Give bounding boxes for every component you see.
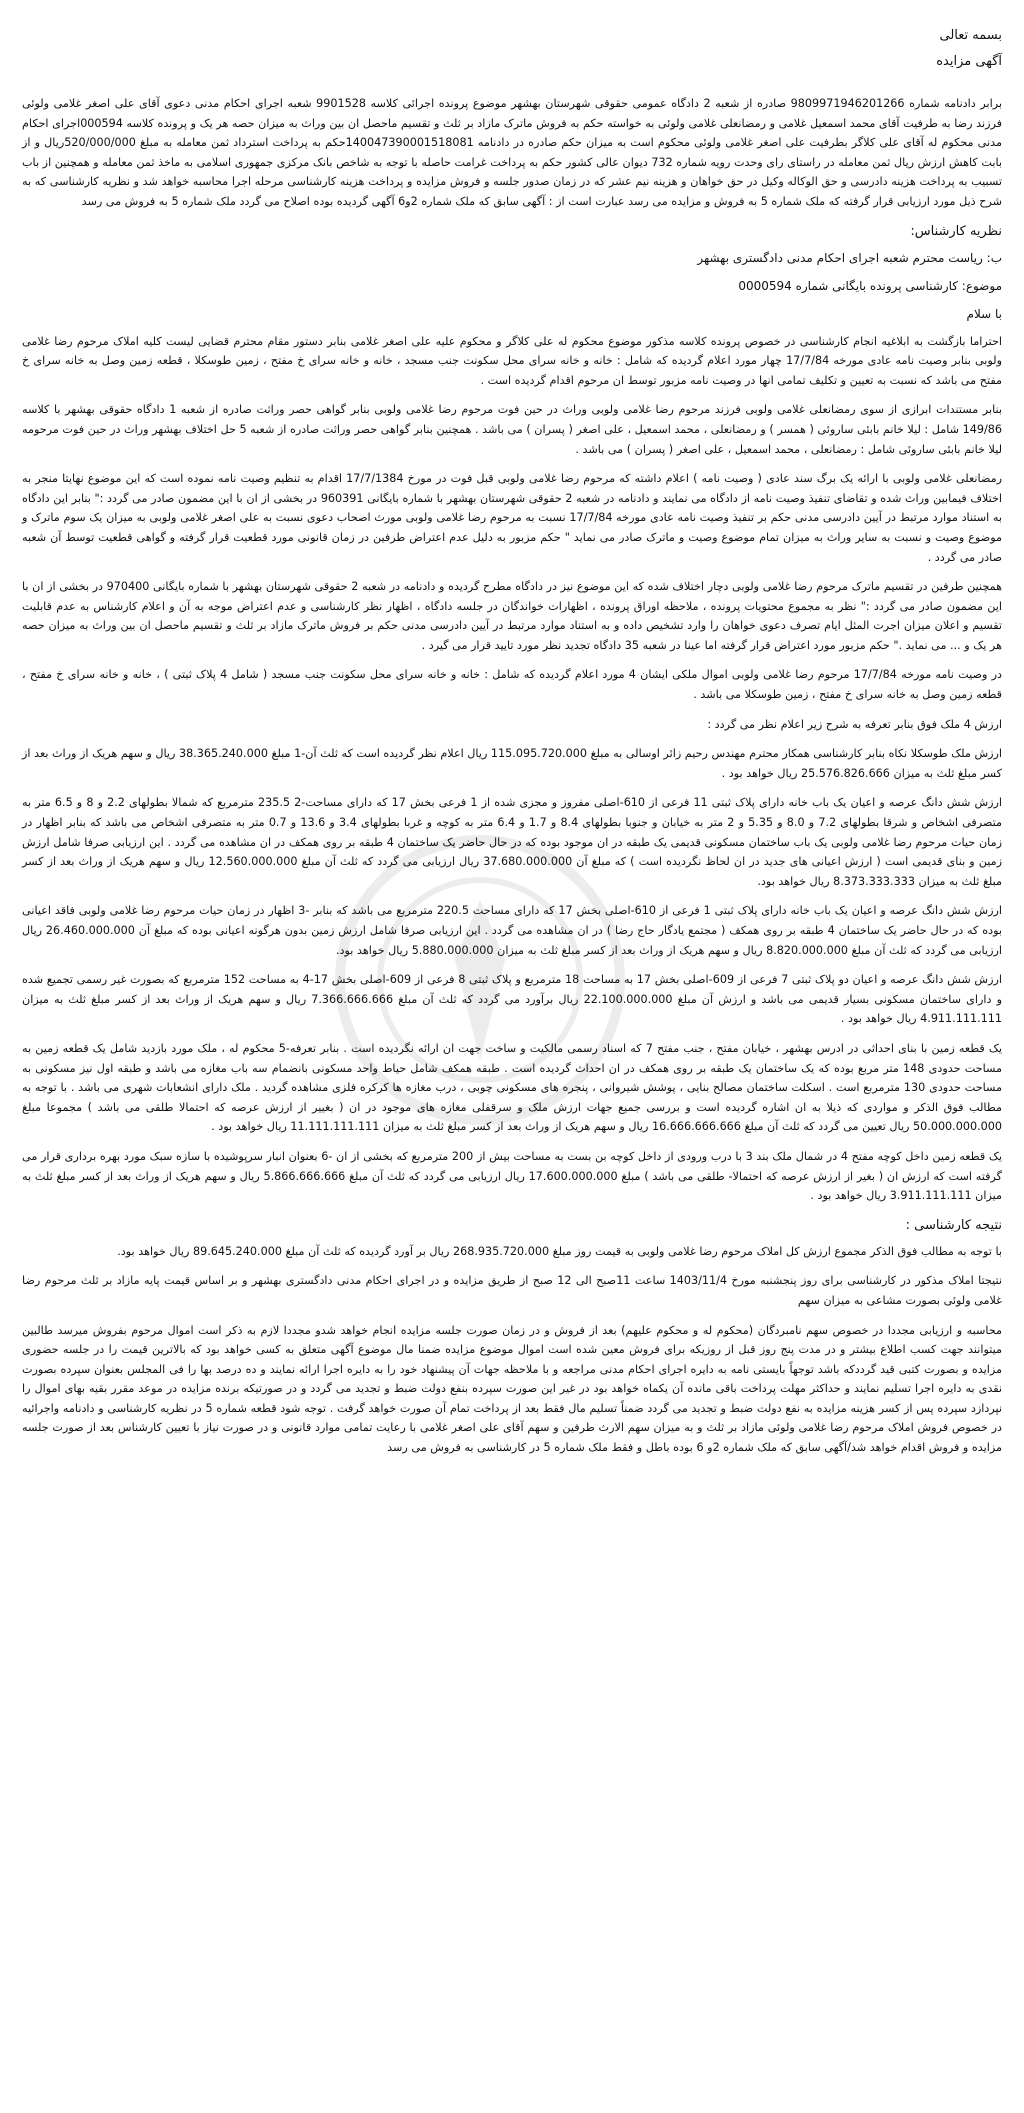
property-valuation-item: یک قطعه زمین داخل کوچه مفتح 4 در شمال ملک بند 3 با درب ورودی از داخل کوچه بن بست به مساحت بیش از 200 مترمربع که بخشی از ان -6 بعنوان انبار سرپوشیده با سازه سبک مورد بهره برداری قرار می گرفته است که ارزش ان ( بغیر از ارزش عرصه که احتمالا- طلقی می باشد ) مبلغ 17.600.000.000 ریال ارزیابی می گردد که ثلث آن مبلغ 5.866.666.666 ریال و سهم هریک از وراث بعد از کسر مبلغ ثلث به میزان 3.911.111.111 ریال خواهد بود . [22, 1149, 1002, 1203]
conclusion-body [22, 1242, 1002, 1458]
conclusion-paragraph: نتیجتا املاک مذکور در کارشناسی برای روز پنجشنبه مورخ 1403/11/4 ساعت 11صبح الی 12 صبح از طریق مزایده و در اجرای احکام مدنی دادگستری بهشهر و بر اساس قیمت پایه مازاد بر ثلث مرحوم رضا غلامی ولوئی بصورت مشاعی به میزان سهم [22, 1274, 1003, 1307]
conclusion-paragraph: محاسبه و ارزیابی مجددا در خصوص سهم نامبردگان (محکوم له و محکوم علیهم) بعد از فروش و در زمان صورت جلسه مزایده انجام خواهد شدو مجددا لازم به ذکر است اموال مرحوم بفروش میرسد طالبین میتوانند جهت کسب اطلاع بیشتر و در مدت پنج روز قبل از روزیکه برای فروش معین شده است اموال موضوع مزایده ضمنا مال موضوع آگهی متعلق به کسی خواهد بود که بالاترین قیمت را در جلسه حضوری مزایده و بصورت کتبی قید گرددکه باشد توجهاً بایستی نامه به دایره اجرای احکام مدنی مراجعه و با ملاحظه جهات آن پیشنهاد خود را به دایره اجرا ارائه نمایند و ده درصد بها را فی المجلس بعنوان سپرده بصورت نقدی به دایره اجرا تسلیم نمایند و حداکثر مهلت پرداخت باقی مانده آن یکماه خواهد بود در غیر این صورت سپرده بنفع دولت ضبط و تجدید می گردد و در صورتیکه برنده مزایده در موعد مقرر بقیه بهای اموال را نپردازد سپرده پس از کسر هزینه مزایده به نفع دولت ضبط و تجدید می گردد ضمناً تسلیم مال فقط بعد از پرداخت تمام آن صورت خواهد گرفت . توجه شود قطعه شماره 5 در نظریه کارشناسی و دادنامه واجرائیه در خصوص فروش املاک مرحوم رضا غلامی ولوئی مازاد بر ثلث و به میزان سهم الارث طرفین و سهم آقای علی اصغر غلامی با رعایت تمامی موارد قانونی و در صورت نیاز با تعیین کارشناس بعد از صورت جلسه مزایده و فروش اقدام خواهد شد/آگهی سابق که ملک شماره 2و 6 بوده باطل و فقط ملک شماره 5 در کارشناسی به فروش می رسد [22, 1323, 1002, 1455]
property-valuation-item: ارزش شش دانگ عرصه و اعیان دو پلاک ثبتی 7 فرعی از 609-اصلی بخش 17 به مساحت 18 مترمربع و پلاک ثبتی 8 فرعی از 609-اصلی بخش 17-4 به مساحت 152 مترمربع که بصورت غیر رسمی تجمیع شده و دارای ساختمان مسکونی بسیار قدیمی می باشد و ارزش آن مبلغ 22.100.000.000 ریال برآورد می گردد که ثلث آن مبلغ 7.366.666.666 ریال و سهم هریک از وراث بعد از کسر مبلغ ثلث به میزان 4.911.111.111 ریال خواهد بود . [22, 973, 1002, 1026]
conclusion-heading: نتیجه کارشناسی : [905, 1217, 1002, 1233]
notice-title: آگهی مزایده [936, 54, 1002, 69]
conclusion-paragraph: با توجه به مطالب فوق الذکر مجموع ارزش کل املاک مرحوم رضا غلامی ولوبی به قیمت روز مبلغ 268.935.720.000 ریال بر آورد گردیده که ثلث آن مبلغ 89.645.240.000 ریال خواهد بود. [117, 1244, 1002, 1258]
report-paragraph: در وصیت نامه مورخه 17/7/84 مرحوم رضا غلامی ولوبی اموال ملکی ایشان 4 مورد اعلام گردیده که شامل : خانه و خانه سرای محل سکونت جنب مسجد ( شامل 4 پلاک ثبتی ) ، خانه و خانه سرای خ مفتح ، قطعه زمین وصل به خانه سرای خ مفتح ، زمین طوسکلا می باشد . [22, 668, 1002, 702]
report-paragraph: رمضانعلی غلامی ولوبی با ارائه یک برگ سند عادی ( وصیت نامه ) اعلام داشته که مرحوم رضا غلامی ولوبی قبل فوت در مورخ 17/7/1384 اقدام به تنظیم وصیت نامه نموده است که این موضوع نهایتا منجر به اختلاف فیمابین وراث شده و تقاضای تنفیذ وصیت نامه از دادگاه می نمایند و دادنامه در شعبه 2 حقوقی شهرستان بهشهر با شماره بایگانی 960391 در بخشی از ان با این مضمون صادر می گردد :" بنابر این دادگاه به استناد موارد مرتبط در آیین دادرسی مدنی حکم بر تنفیذ وصیت نامه عادی مورخه 17/7/84 نسبت به مرحوم رضا غلامی ولوبی مورث اصحاب دعوی نسبت به علی اصغر غلامی ولوبی به میزان یک سوم ماترک و موضوع وصیت و نسبت به سایر وراث به میزان تمام موضوع وصیت و ماترک صادر می نماید " حکم مزبور به دلیل عدم اعتراض طرفین در زمان قانونی مورد قطعیت قرار گرفته و گواهی قطعیت توسط آن شعبه صادر می گردد . [22, 472, 1002, 564]
expert-opinion-heading: نظریه کارشناس: [910, 223, 1002, 239]
letter-greeting: با سلام [966, 306, 1002, 321]
notice-header [22, 26, 1002, 72]
report-paragraph: احتراما بازگشت به ابلاغیه انجام کارشناسی در خصوص پرونده کلاسه مذکور موضوع محکوم له علی کلاگر و محکوم علیه علی اصغر غلامی بنابر دستور مقام محترم قضایی لیست کلیه املاک مرحوم رضا غلامی ولوبی بنابر وصیت نامه عادی مورخه 17/7/84 چهار مورد اعلام گردیده که شامل : خانه و خانه سرای محل سکونت جنب مسجد ، خانه و خانه سرای خ مفتح ، زمین طوسکلا ، قطعه زمین وصل به خانه سرای خ مفتح می باشد که نسبت به تعیین و تکلیف تمامی انها در وصیت نامه مزبور توسط ان مرحوم اقدام گردیده است . [22, 334, 1002, 387]
report-paragraph: بنابر مستندات ابرازی از سوی رمضانعلی غلامی ولوبی فرزند مرحوم رضا غلامی ولوبی وراث در حین فوت مرحوم رضا غلامی ولوبی بنابر گواهی حصر وراثت صادره از شعبه 1 دادگاه حقوقی بهشهر با کلاسه 149/86 شامل : لیلا خانم بابئی ساروئی ( همسر ) و رمضانعلی ، محمد اسمعیل ، علی اصغر ( پسران ) می باشد . همچنین بنابر گواهی حصر وراثت صادره از شعبه 5 حل اختلاف بهشهر وراث در حین فوت مرحومه لیلا خانم بابئی ساروئی شامل : رمضانعلی ، محمد اسمعیل ، علی اصغر ( پسران ) می باشد . [22, 403, 1002, 456]
letter-header [22, 248, 1002, 324]
report-paragraph: همچنین طرفین در تقسیم ماترک مرحوم رضا غلامی ولوبی دچار اختلاف شده که این موضوع نیز در دادگاه مطرح گردیده و دادنامه در شعبه 2 حقوقی شهرستان بهشهر با شماره بایگانی 970400 در بخشی از ان با این مضمون صادر می گردد :" نظر به مجموع محتویات پرونده ، ملاحظه اوراق پرونده ، اظهارات خواندگان در جلسه دادگاه ، اظهار نظر کارشناسی و عدم اعتراض موجه به آن و اعلام کارشناس به عدم قابلیت تقسیم و اعلان میزان اجرت المثل ایام تصرف دعوی خواهان را وارد تشخیص داده و به استناد موارد مرتبط در آیین دادرسی مدنی حکم بر فروش ماترک مازاد بر ثلث و تقسیم ماحصل ان بین وراث به میزان حصه هر یک و ... می نماید ." حکم مزبور مورد اعتراض قرار گرفته اما عینا در شعبه 35 دادگاه تجدید نظر مورد تایید قرار می گیرد . [22, 580, 1002, 652]
property-valuation-item: یک قطعه زمین با بنای احداثی در ادرس بهشهر ، خیابان مفتح ، جنب مفتح 7 که اسناد رسمی مالکیت و ساخت جهت ان ارائه نگردیده است . بنابر تعرفه-5 محکوم له ، ملک مورد بازدید شامل یک قطعه زمین به مساحت حدودی 148 متر مربع بوده که یک ساختمان یک طبقه بر روی همکف در ان احداث گردیده است . طبقه همکف شامل حیاط واحد مسکونی بانضمام سه باب مغازه می باشد و طبقه اول نیز مسکونی به مساحت حدودی 130 مترمربع است . اسکلت ساختمان مصالح بنایی ، پوشش شیروانی ، پنجره های مسکونی چوبی ، درب مغازه ها کرکره فلزی مشاهده گردید . ملک دارای انشعابات شهری می باشد . با توجه به مطالب فوق الذکر و مواردی که ذیلا به ان اشاره گردیده است و بررسی جمیع جهات ارزش ملک و سرقفلی مغازه های موجود در ان ( بغییر از ارزش عرصه که احتمالا طلقی می باشد ) مجموعا مبلغ 50.000.000.000 ریال تعیین می گردد که ثلث آن مبلغ 16.666.666.666 ریال و سهم هریک از وراث بعد از کسر مبلغ ثلث به میزان 11.111.111.111 ریال خواهد بود . [22, 1041, 1002, 1134]
property-valuation-item: ارزش شش دانگ عرصه و اعیان یک باب خانه دارای پلاک ثبتی 1 فرعی از 610-اصلی بخش 17 که دارای مساحت 220.5 مترمربع می باشد که بنابر -3 اظهار در زمان حیات مرحوم رضا غلامی ولوبی فاقد اعیانی بوده که در حال حاضر یک ساختمان 4 طبقه بر روی همکف ( مجتمع یادگار حاج رضا ) در ان مشاهده می گردد . این ارزیابی صرفا شامل ارزش زمین بدون هرگونه اعیانی بوده که مبلغ آن 26.460.000.000 ریال ارزیابی می گردد که ثلث آن مبلغ 8.820.000.000 ریال و سهم هریک از وراث بعد از کسر مبلغ ثلث به میزان 5.880.000.000 ریال خواهد بود. [22, 904, 1002, 957]
letter-subject: موضوع: کارشناسی پرونده بایگانی شماره 0000594 [738, 278, 1002, 293]
property-valuation-item: ارزش ملک طوسکلا نکاه بنابر کارشناسی همکار محترم مهندس رحیم زائر اوسالی به مبلغ 115.095.720.000 ریال اعلام نظر گردیده است که ثلث آن-1 مبلغ 38.365.240.000 ریال و سهم هریک از وراث بعد از کسر مبلغ ثلث به میزان 25.576.826.666 ریال خواهد بود . [22, 747, 1003, 780]
bismillah-text: بسمه تعالی [939, 28, 1002, 43]
property-valuation-item: ارزش شش دانگ عرصه و اعیان یک باب خانه دارای پلاک ثبتی 11 فرعی از 610-اصلی مفروز و مجزی شده از 1 فرعی بخش 17 که دارای مساحت-2 235.5 مترمربع که شمالا بطولهای 2.2 و 8 و 6.5 متر به متصرفی اشخاص و شرقا بطولهای 7.2 و 8.0 و 5.35 و 2 متر به خیابان و جنوبا بطولهای 8.4 و 1.7 و 6.4 متر به کوچه و غربا بطولهای 3.4 و 13.6 و 0.7 متر به متصرفی اشخاص می باشد که بنابر اظهار در زمان حیات مرحوم رضا غلامی ولوبی یک باب ساختمان مسکونی قدیمی یک طبقه در ان موجود بوده که در حال حاضر یک ساختمان 4 طبقه بر روی همکف در ان مشاهده می گردد . این ارزیابی صرفا شامل ارزش زمین و بنای قدیمی است ( ارزش اعیانی های جدید در ان لحاظ نگردیده است ) که مبلغ آن 37.680.000.000 ریال ارزیابی می گردد که ثلث آن مبلغ 12.560.000.000 ریال و سهم هریک از وراث بعد از کسر مبلغ ثلث به میزان 8.373.333.333 ریال خواهد بود. [22, 796, 1003, 888]
expert-report-body [22, 332, 1002, 1206]
intro-paragraph: برابر دادنامه شماره 9809971946201266 صادره از شعبه 2 دادگاه عمومی حقوقی شهرستان بهشهر موضوع پرونده اجرائی کلاسه 9901528 شعبه اجرای احکام مدنی دعوی آقای علی اصغر غلامی ولوئی فرزند رضا به طرفیت آقای محمد اسمعیل غلامی و رمضانعلی غلامی ولوئی به خواسته حکم به فروش ماترک مازاد بر ثلث و تقسیم ماحصل ان بین وراث به میزان حصه هر یک و پرونده کلاسه 000594اجرای احکام مدنی محکوم له آقای علی کلاگر بطرفیت علی اصغر غلامی ولوئی محکوم است به میزان حکم صادره در دادنامه 140047390001518081حکم به پرداخت استرداد ثمن معامله به مبلغ 520/000/000ریال و از بابت کاهش ارزش ریال ثمن معامله در راستای رای وحدت رویه شماره 732 دیوان عالی کشور حکم به پرداخت غرامت حاصله با توجه به شاخص بانک مرکزی جمهوری اسلامی به ماخذ ثمن معامله و همچنین از باب تسبیب به پرداخت هزینه دادرسی و حق الوکاله وکیل در حق خواهان و هزینه نیم عشر که در زمان صدور جلسه و فروش مزایده و پرداخت هزینه کارشناسی مرحله اجرا محاسبه خواهد شد و نظریه کارشناسی که به شرح ذیل مورد ارزیابی قرار گرفته که ملک شماره 5 به فروش و مزایده می رسد عبارت است از : آگهی سابق که ملک شماره 2و6 آگهی گردیده بوده اصلاح می گردد ملک شماره 5 به فروش می رسد [22, 97, 1002, 208]
letter-recipient: ب: ریاست محترم شعبه اجرای احکام مدنی دادگستری بهشهر [697, 250, 1002, 265]
report-paragraph: ارزش 4 ملک فوق بنابر تعرفه به شرح زیر اعلام نظر می گردد : [707, 717, 1002, 731]
